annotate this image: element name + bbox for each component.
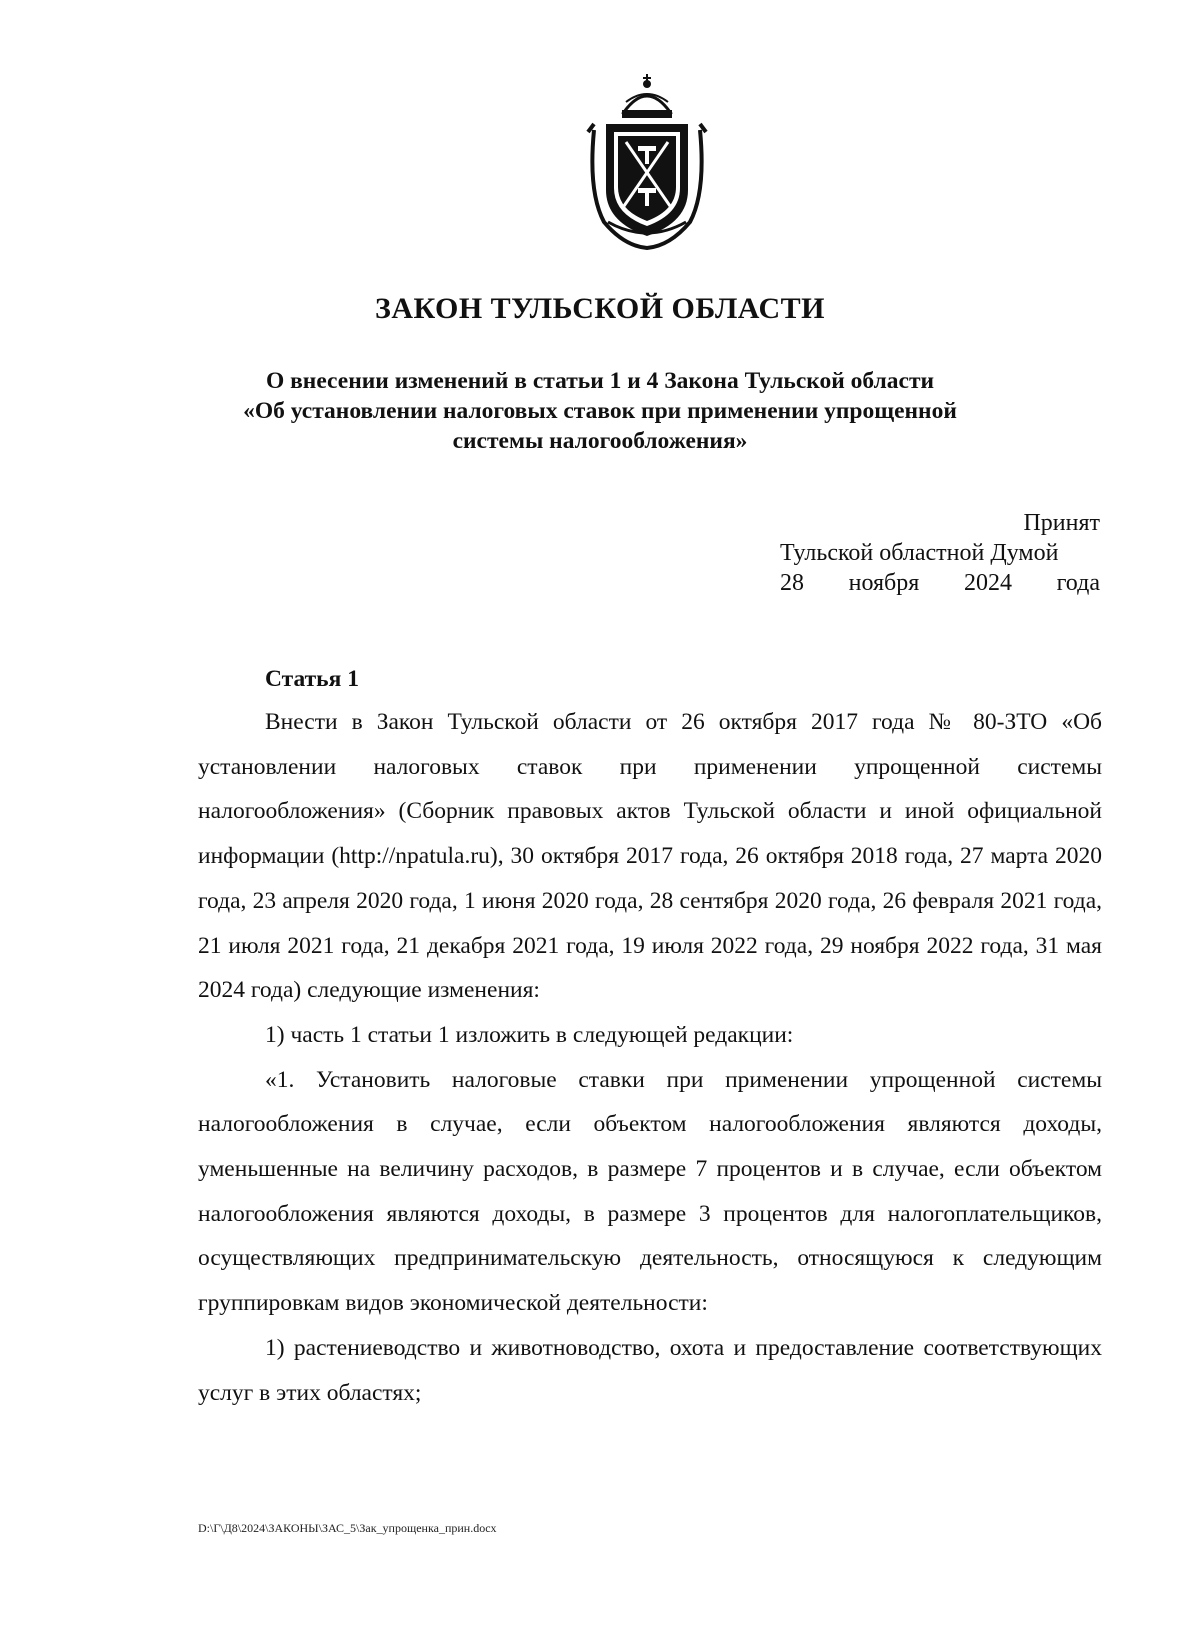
adoption-day: 28 bbox=[780, 570, 804, 596]
law-title: ЗАКОН ТУЛЬСКОЙ ОБЛАСТИ bbox=[375, 292, 825, 325]
adoption-date bbox=[780, 568, 1100, 598]
adoption-block bbox=[780, 508, 1100, 598]
adoption-month: ноября bbox=[848, 570, 920, 596]
adoption-label: Принят bbox=[1023, 510, 1100, 536]
article-paragraph: 1) растениеводство и животноводство, охота и предоставление соответствующих услуг в этих областях; bbox=[198, 1334, 1102, 1406]
adoption-body: Тульской областной Думой bbox=[780, 540, 1059, 566]
article-body bbox=[198, 700, 1102, 1415]
subtitle-line: системы налогообложения» bbox=[452, 428, 748, 454]
law-subtitle bbox=[0, 366, 1200, 456]
article-paragraph: «1. Установить налоговые ставки при применении упрощенной системы налогообложения в случае, если объектом налогообложения являются доходы, уменьшенные на величину расходов, в размере 7 процентов и в случае, если объектом налогообложения являются доходы, в размере 3 процентов для налогоплательщиков, осуществляющих предпринимательскую деятельность, относящуюся к следующим группировкам видов экономической деятельности: bbox=[198, 1066, 1102, 1317]
file-path-footer: D:\Г\Д8\2024\ЗАКОНЫ\ЗАС_5\Зак_упрощенка_прин.docx bbox=[198, 1521, 497, 1535]
subtitle-line: О внесении изменений в статьи 1 и 4 Закона Тульской области bbox=[265, 368, 935, 394]
tula-coat-of-arms-emblem bbox=[584, 72, 710, 250]
adoption-suffix: года bbox=[1056, 570, 1100, 596]
article-heading: Статья 1 bbox=[265, 666, 359, 692]
adoption-year: 2024 bbox=[963, 570, 1012, 596]
article-paragraph: Внести в Закон Тульской области от 26 октября 2017 года № 80-ЗТО «Об установлении налоговых ставок при применении упрощенной системы налогообложения» (Сборник правовых актов Тульской области и иной официальной информации (http://npatula.ru), 30 октября 2017 года, 26 октября 2018 года, 27 марта 2020 года, 23 апреля 2020 года, 1 июня 2020 года, 28 сентября 2020 года, 26 февраля 2021 года, 21 июля 2021 года, 21 декабря 2021 года, 19 июля 2022 года, 29 ноября 2022 года, 31 мая 2024 года) следующие изменения: bbox=[198, 709, 1102, 1004]
article-paragraph: 1) часть 1 статьи 1 изложить в следующей редакции: bbox=[265, 1021, 794, 1048]
subtitle-line: «Об установлении налоговых ставок при применении упрощенной bbox=[243, 398, 957, 424]
